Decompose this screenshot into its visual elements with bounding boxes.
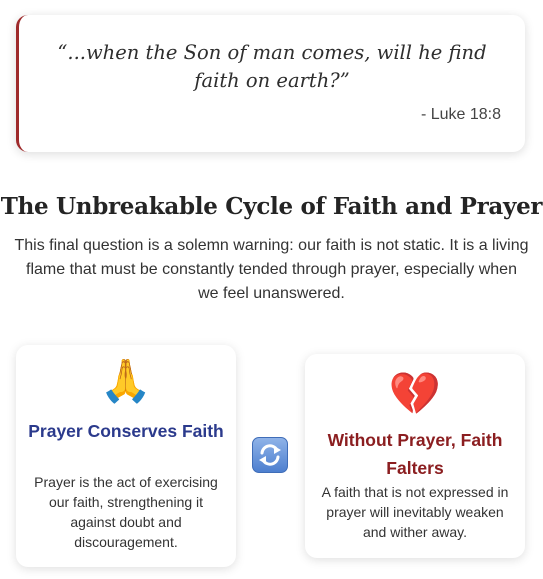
card-title: Prayer Conserves Faith	[28, 421, 224, 441]
praying-hands-icon: 🙏	[99, 356, 153, 405]
section-description: This final question is a solemn warning: our faith is not static. It is a living flame that must be constantly tended through prayer, especially when we feel unanswered.	[14, 237, 529, 302]
without-prayer-card	[305, 354, 525, 558]
card-text: A faith that is not expressed in prayer will inevitably weaken and wither away.	[321, 484, 509, 540]
section-title: The Unbreakable Cycle of Faith and Prayer	[0, 193, 543, 220]
prayer-conserves-faith-card	[16, 345, 236, 567]
quote-text: “...when the Son of man comes, will he find faith on earth?”	[57, 41, 487, 92]
cycle-arrows-icon	[252, 437, 288, 473]
quote-citation: - Luke 18:8	[420, 106, 501, 123]
card-title: Without Prayer, Faith Falters	[327, 430, 503, 478]
quote-card	[16, 15, 525, 152]
card-text: Prayer is the act of exercising our faith, strengthening it against doubt and discouragement.	[34, 474, 218, 550]
broken-heart-icon: 💔	[388, 369, 442, 418]
